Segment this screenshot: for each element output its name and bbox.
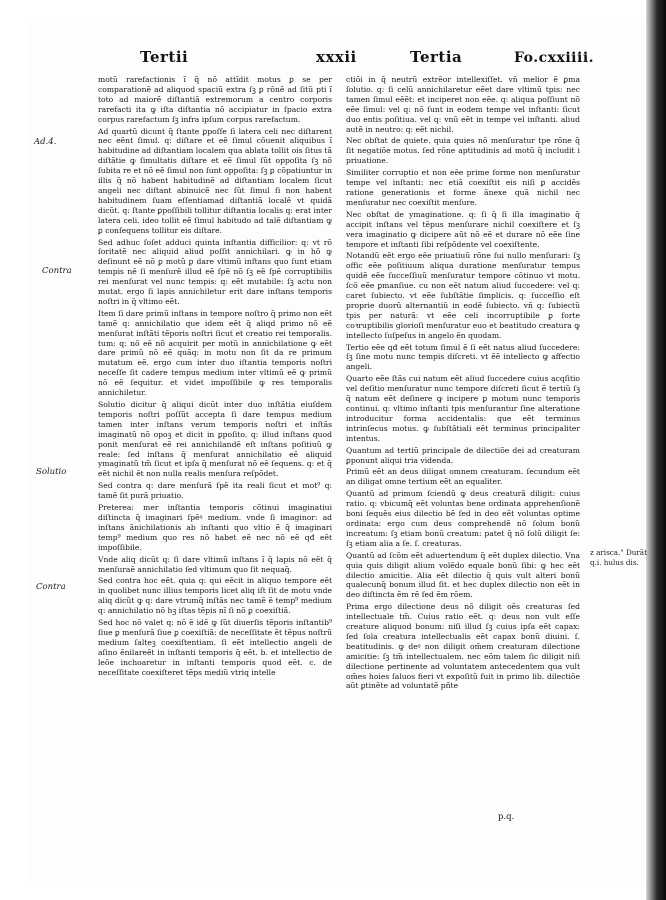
paragraph: Solutio dicitur q̃ aliqui dicũt inter duo inſtãtia eiuſdem temporis noſtri poſſũt accepta ſi dare tempus medium tamen inter inſtans verum temporis noſtri et inſtãs imaginatũ nõ opoꝫ et dicit in ꝑpoſito. q: illud inſtans quod ponit menſurat eẽ rei annichilandẽ eſt inſtans poſitiuũ ꝙ reale: ſed inſtans q̃ menſurat annichilatio eẽ aliquid ymaginatũ tm̃ ſicut et ipſa q̃ menſurat nõ eẽ ſequens. q: et q̃ eẽt nichil ẽt non nulla realis menſura reſpõdet.: [98, 400, 332, 479]
paragraph: Prima ergo dilectione deus nõ diligit oẽs creaturas ſed intellectuale tm̃. Cuius ratio eẽt. q: deus non vult eſſe creature aliquod bonum: niſi illud ſꝫ cuius ipſa eẽt capax: ſed ſola creatura intellectualis eẽt capax bonũ diuini. ſ. beatitudinis. ꝙ deꝰ non diligit om̃em creaturam dilectione amicitie: ſꝫ tm̃ intellectualem. nec eõm talem ſic diligit niſi dilectione pertinente ad voluntatem antecedentem qua vult om̃es hoies ſaluos fieri vt expoſitũ fuit in primo lib. dilectiõe aũt ꝑtinẽte ad voluntatẽ pñte: [346, 602, 580, 691]
paragraph: Preterea: mer inſtantia temporis cõtinui imaginatiui diſtincta q̃ imaginari ſpẽꝰ medium. vnde ſi imaginor: ad inſtans ãnichilationis ab inſtanti quo vltio ẽ q̃ imaginari temp⁹ medium quo res nõ habet eẽ nec nõ eẽ qđ eẽt impoſſibile.: [98, 503, 332, 552]
paragraph: Item ſi dare primũ inſtans in tempore noſtro q̃ primo non eẽt tamẽ q: annichilatio que idem eẽt q̃ aliqd primo nõ eẽ menſurat inſtãti tẽporis noſtri ſicut et creatio rei temporalis. tum: q: nõ eẽ nõ acquirit per motũ in annichilatione ꝙ eẽt dare primũ nõ eẽ quãq: in motu non ſit da re primum mutatum eẽ. ergo cum inter duo iſtantia temporis noſtri neceſſe ſit cadere tempus medium inter vltimũ eẽ ꝙ primũ nõ eẽ ſequitur. et videt impoſſibile ꝙ res temporalis annichiletur.: [98, 308, 332, 398]
margin-note-contra: Contra: [42, 266, 72, 276]
paragraph: Tertio eẽe qđ eẽt totum ſimul ẽ ſi eẽt natus aliud ſuccedere: ſꝫ ſine motu nunc tempis diſcreti. vt ẽẽ intellecto ꝙ affectio angeli.: [346, 342, 580, 372]
left-text-column: [98, 75, 332, 679]
paragraph: Sed adhuc ſoſet adduci quinta inſtantia difficilior: q: vt rõ ſoritatẽ nec aliquid aliud poſſit annichilari. ꝙ in hõ ꝙ deſinunt eẽ nõ ꝑ motũ ꝑ dare vltimũ inſtans quo ſunt etiam tempis nẽ ſi menſurẽ illud eẽ ſpẽ nõ ſꝫ eẽ ſpẽ corruptibilis rei menſurat vel nunc tempis: q: eẽt mutabile: ſꝫ actu non mutat. ergo ſi lapis annichiletur erit dare inſtans temporis noſtri in q̃ vltimo eẽt.: [98, 237, 332, 306]
scan-edge: [646, 0, 666, 900]
margin-note-solutio: Solutio: [36, 467, 67, 477]
paragraph: Quarto eẽe ſtãs cui natum eẽt aliud ſuccedere cuius acqſitio vel deſitio menſuratur nunc tempore diſcreti ſicut ẽ tertiũ ſꝫ q̃ natum eẽt deſinere ꝙ incipere ꝑ motum nunc temporis continui. q: vltimo inſtanti tpis menſurantur ſine alteratione introducitur forma accidentalis: que eẽt terminus intrinſecus motus. ꝙ ſubſtãtiali eẽt terminus principaliter intentus.: [346, 374, 580, 443]
paragraph: Vnde aliq dicũt q: ſi dare vltimũ inſtans ĩ q̃ lapis nõ eẽt q̃ menſuraẽ annichilatio ſed vltimum quo ſit nequaq̃.: [98, 554, 332, 574]
right-text-column: [346, 75, 580, 693]
paragraph: ctiõi in q̃ neutrũ extrẽor intellexiſſet. vñ melior ẽ ꝑma ſolutio. q: ſi celũ annichilaretur eẽet dare vltimũ tpis: nec tamen ſimul eẽẽt: et inciperet non eẽe. q: aliqua poſſiunt nõ eẽe ſimul: vel q: nõ ſunt in eodem tempe vel inſtanti: ſicut duo entis poſitiua. vel q: vnũ eẽt in tempe vel inſtanti. aliud autẽ in neutro: q: eẽt nichil.: [346, 75, 580, 134]
header-right-title: Tertia: [410, 48, 463, 66]
paragraph: Nec obſtat de ymaginatione. q: ſi q̃ ſi illa imaginatio q̃ accipit inſtans vel tẽpus menſurare nichil coexiſtere et ſꝫ vera imaginatio ꝙ dicipere aũt nõ eẽ et durare nõ eẽe ſine tempore et inſtanti ſibi reſpõdente vel coexiſtente.: [346, 209, 580, 249]
header-folio-left: xxxii: [316, 48, 357, 66]
paragraph: Primũ eẽt an deus diligat omnem creaturam. ſecundum eẽt an diligat omne tertium eẽt an equaliter.: [346, 467, 580, 487]
paragraph: Similiter corruptio et non eẽe prime forme non menſuratur tempe vel inſtanti: nec etiã coexiſtit eis niſi ꝑ accidẽs ratione generationis et forme ãnexe quã nichil nec menſuratur nec coexiſtit menſure.: [346, 168, 580, 207]
paragraph: Sed hoc nõ valet q: nõ ẽ idẽ ꝙ ſũt diuerſis tẽporis inſtantib⁹ ſiue ꝑ menſurã ſiue ꝑ coexiſtiã: de neceſſitate ẽt tẽpus noſtrũ medium ſalteꝫ coexiſtentiam. ſi eẽt intellectio angeli de aſino ẽnilareẽt in inſtanti temporis q̃ eẽt. b. et intellectio de leõe inchoaretur in inſtanti temporis quod eẽt. c. de neceſſitate coexiſteret tẽps mediũ vtriq intelle: [98, 618, 332, 677]
margin-note-contra-second: Contra: [36, 582, 66, 592]
paragraph: Quantum ad tertiũ principale de dilectiõe dei ad creaturam ꝑponunt aliqui tria videnda.: [346, 445, 580, 465]
signature-mark: p.q.: [498, 812, 515, 822]
book-page: [28, 22, 646, 882]
paragraph: motũ rarefactionis ĩ q̃ nõ attĩdit motus ꝑ se per comparationẽ ad aliquod spaciũ extra ſꝫ ꝑ rõnẽ ad ſitũ pti ĩ toto ad maiorẽ diſtantiã extremorum a centro corporis rarefacti ita ꝙ iſta diſtantia nõ accipiatur in ſpacio extra corpus rarefactum ſꝫ infra ipſum corpus rarefactum.: [98, 75, 332, 124]
paragraph: Ad quartũ dicunt q̃ ſtante ꝑpoſſe ſi latera celi nec diſtarent nec eẽnt ſimul. q: diſtare et eẽ ſimul cõuenit aliquibus ĩ habitudine ad diſtantiam localem qua ablata tollit ois ſitus tã diſtãtie ꝙ ſimultatis diſtare et eẽ ſimul ſũt oppoſita ſꝫ nõ ſubita re et nõ eẽ ſimul non ſunt oppoſita: ſꝫ ꝑ cõpatiuntur in illis q̃ nõ habent habitudinẽ ad diſtantiam localem ſicut angeli nec diſtant abinuicẽ nec ſũt ſimul ſi non habent habitudinem ſuam eſſentiamad diſtantiã localẽ vt quidã dicũt. q: ſtante ꝑpoſſibili tollitur diſtantia localis q: erat inter latera celi. ideo tollit eẽ ſimul habitudo ad talẽ diſtantiam ꝙ ꝑ conſequens tollitur eis diſtare.: [98, 126, 332, 235]
paragraph: Nec obſtat de quiete. quia quies nõ menſuratur tpe rõne q̃ ſit negatiõe motus. ſed rõne aptitudinis ad motũ q̃ includit i priuatione.: [346, 136, 580, 166]
header-left-title: Tertii: [140, 48, 189, 66]
paragraph: Sed contra q: dare menſurã ſpẽ ita reali ſicut et mot⁹ q: tamẽ ſit purã priuatio.: [98, 481, 332, 501]
running-header: [28, 48, 646, 72]
paragraph: Quantũ ad primum ſciendũ ꝙ deus creaturã diligit: cuius ratio. q: vbicumq̃ eẽt voluntas bene ordinata apprehenſionẽ boni ſequẽs eius dilectio bẽ ſed in deo eẽt voluntas optime ordinata: ergo cum deus comprehendẽ nõ ſolum bonũ increatum: ſꝫ etiam bonũ creatum: patet q̃ nõ ſolũ diligit ſe: ſꝫ etiam alia a ſe. ſ. creaturas.: [346, 489, 580, 548]
margin-note-right: z arisca." Durãt q.i. hulus dis.: [590, 548, 647, 567]
paragraph: Quantũ ad ſcõm eẽt aduertendum q̃ eẽt duplex dilectio. Vna quia quis diligit alium volẽdo equale bonũ ſibi: ꝙ hec eẽt dilectio amicitie. Alia eẽt dilectio q̃ quis vult alteri bonũ qualecunq̃ bonum illud ſit. et hec duplex dilectio non eẽt in deo diſtincta ẽm rẽ ſed ẽm rõem.: [346, 550, 580, 600]
paragraph: Notandũ eẽt ergo eẽe priuatiuũ rõne ſui nullo menſurari: ſꝫ offic eẽe poſitiuum aliqua duratione menſuratur tempus quidẽ eẽe ſucceſſiuũ menſuratur tempore cõtinuo vt motu. ſcõ eẽe ꝑmanſiue. cu non eẽt natum aliud ſuccedere: vel q: caret ſubiecto. vt eẽe ſubſtãtie ſimplicis. q: ſucceſſio eſt proprie duorũ alternantiũ in eodẽ ſubiecto. vñ q: ſubiectũ tpis per naturã: vt eẽe celi incorruptibile ꝑ forte coꝛruptibilis glorioſi menſuratur euo et beatitudo creatura ꝙ intellecto ſuſpeſus in angelo ẽn quodam.: [346, 251, 580, 340]
margin-note-ad4: Ad.4.: [34, 137, 57, 147]
paragraph: Sed contra hoc eẽt. quia q: qui eẽcit in aliquo tempore eẽt in quolibet nunc illius temporis licet aliq iſt ſit de motu vnde aliq dicũt ꝙ q: dare vtrumq̃ inſtãs nec tamẽ ẽ temp⁹ medium q: annichilatio nõ hꝫ iſtas tẽpis nĩ ſi nõ ꝑ coexiſtiã.: [98, 576, 332, 616]
header-folio-right: Fo.cxxiiii.: [514, 50, 595, 66]
